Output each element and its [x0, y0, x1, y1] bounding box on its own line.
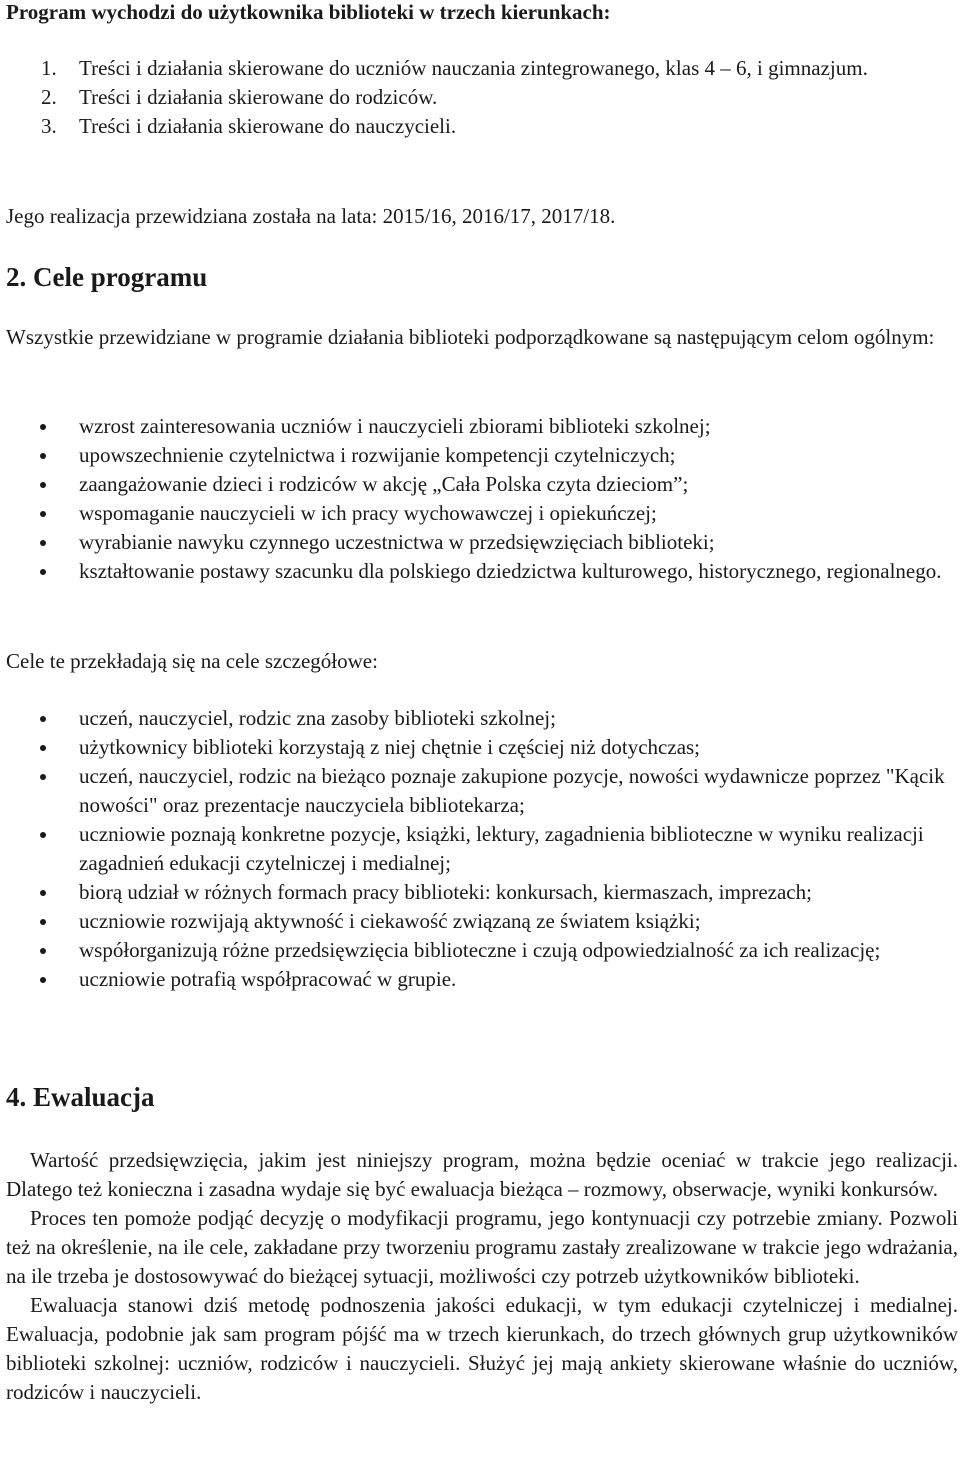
list-item-text: kształtowanie postawy szacunku dla polskiego dziedzictwa kulturowego, historycznego, regionalnego. — [79, 559, 942, 583]
list-item-text: uczniowie rozwijają aktywność i ciekawość związaną ze światem książki; — [79, 909, 701, 933]
list-item-text: uczniowie potrafią współpracować w grupie. — [79, 967, 457, 991]
list-item-text: uczniowie poznają konkretne pozycje, książki, lektury, zagadnienia biblioteczne w wyniku realizacji zagadnień edukacji czytelniczej i medialnej; — [79, 822, 924, 875]
evaluation-body — [6, 1146, 958, 1407]
list-item — [0, 470, 959, 499]
list-item — [0, 820, 959, 878]
list-item-text: uczeń, nauczyciel, rodzic na bieżąco poznaje zakupione pozycje, nowości wydawnicze poprzez "Kącik nowości" oraz prezentacje nauczyciela bibliotekarza; — [79, 764, 945, 817]
list-item — [0, 412, 959, 441]
bullet-icon — [40, 745, 46, 751]
bullet-icon — [40, 832, 46, 838]
list-item — [0, 762, 959, 820]
list-item — [0, 878, 959, 907]
intro-heading: Program wychodzi do użytkownika biblioteki w trzech kierunkach: — [6, 0, 611, 24]
list-item-text: współorganizują różne przedsięwzięcia biblioteczne i czują odpowiedzialność za ich realizację; — [79, 938, 881, 962]
list-item — [0, 528, 959, 557]
bullet-icon — [40, 540, 46, 546]
list-item — [0, 54, 879, 83]
section-heading-goals: 2. Cele programu — [6, 262, 208, 292]
list-item-text: biorą udział w różnych formach pracy biblioteki: konkursach, kiermaszach, imprezach; — [79, 880, 812, 904]
bullet-icon — [40, 977, 46, 983]
list-item — [0, 704, 959, 733]
audience-list — [0, 54, 879, 141]
list-item-text: wyrabianie nawyku czynnego uczestnictwa w przedsięwzięciach biblioteki; — [79, 530, 715, 554]
bullet-icon — [40, 890, 46, 896]
list-item-text: Treści i działania skierowane do rodziców. — [79, 85, 438, 109]
list-number: 3. — [41, 114, 57, 138]
evaluation-paragraph: Ewaluacja stanowi dziś metodę podnoszenia jakości edukacji, w tym edukacji czytelniczej i medialnej. Ewaluacja, podobnie jak sam program pójść ma w trzech kierunkach, do trzech głównych grup użytkowników biblioteki szkolnej: uczniów, rodziców i nauczycieli. Służyć jej mają ankiety skierowane właśnie do uczniów, rodziców i nauczycieli. — [6, 1293, 958, 1404]
bullet-icon — [40, 569, 46, 575]
bullet-icon — [40, 716, 46, 722]
goals-intro: Wszystkie przewidziane w programie działania biblioteki podporządkowane są następującym celom ogólnym: — [6, 325, 935, 349]
list-item — [0, 441, 959, 470]
list-number: 1. — [41, 56, 57, 80]
bullet-icon — [40, 453, 46, 459]
list-item-text: uczeń, nauczyciel, rodzic zna zasoby biblioteki szkolnej; — [79, 706, 556, 730]
list-item — [0, 557, 959, 586]
list-item-text: użytkownicy biblioteki korzystają z niej chętnie i częściej niż dotychczas; — [79, 735, 701, 759]
list-item-text: wzrost zainteresowania uczniów i nauczycieli zbiorami biblioteki szkolnej; — [79, 414, 711, 438]
section-heading-evaluation: 4. Ewaluacja — [6, 1082, 155, 1112]
evaluation-paragraph: Proces ten pomoże podjąć decyzję o modyfikacji programu, jego kontynuacji czy potrzebie zmiany. Pozwoli też na określenie, na ile cele, zakładane przy tworzeniu programu zastały zrealizowane w trakcie jego wdrażania, na ile trzeba je dostosowywać do bieżącej sytuacji, możliwości czy potrzeb użytkowników biblioteki. — [6, 1206, 958, 1288]
specific-goals-intro: Cele te przekładają się na cele szczegółowe: — [6, 649, 378, 673]
list-item — [0, 907, 959, 936]
list-item-text: wspomaganie nauczycieli w ich pracy wychowawczej i opiekuńczej; — [79, 501, 657, 525]
list-item-text: Treści i działania skierowane do uczniów nauczania zintegrowanego, klas 4 – 6, i gimnazjum. — [79, 56, 868, 80]
list-item — [0, 936, 959, 965]
evaluation-paragraph: Wartość przedsięwzięcia, jakim jest niniejszy program, można będzie oceniać w trakcie jego realizacji. Dlatego też konieczna i zasadna wydaje się być ewaluacja bieżąca – rozmowy, obserwacje, wyniki konkursów. — [6, 1148, 958, 1201]
bullet-icon — [40, 948, 46, 954]
bullet-icon — [40, 482, 46, 488]
list-item — [0, 83, 879, 112]
list-item — [0, 965, 959, 994]
specific-goals-list — [0, 704, 959, 994]
bullet-icon — [40, 424, 46, 430]
bullet-icon — [40, 511, 46, 517]
list-item-text: Treści i działania skierowane do nauczycieli. — [79, 114, 457, 138]
bullet-icon — [40, 774, 46, 780]
general-goals-list — [0, 412, 959, 586]
list-item-text: upowszechnienie czytelnictwa i rozwijanie kompetencji czytelniczych; — [79, 443, 676, 467]
list-number: 2. — [41, 85, 57, 109]
list-item — [0, 733, 959, 762]
bullet-icon — [40, 919, 46, 925]
realization-period: Jego realizacja przewidziana została na lata: 2015/16, 2016/17, 2017/18. — [6, 204, 616, 228]
list-item-text: zaangażowanie dzieci i rodziców w akcję „Cała Polska czyta dzieciom”; — [79, 472, 689, 496]
list-item — [0, 112, 879, 141]
list-item — [0, 499, 959, 528]
